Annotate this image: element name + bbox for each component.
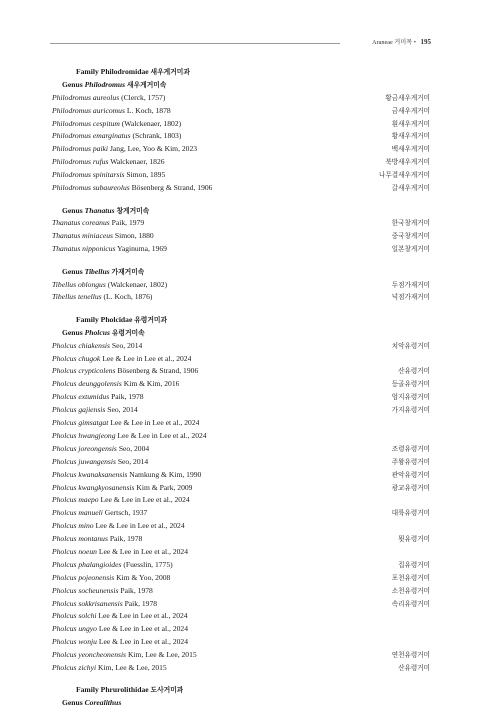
genus-label: Genus	[62, 327, 83, 337]
species-author: Jang, Lee, Yoo & Kim, 2023	[109, 144, 198, 154]
species-entry	[52, 391, 144, 404]
species-entry	[52, 533, 142, 546]
species-author: Lee & Lee in Lee et al., 2024	[102, 353, 192, 363]
species-entry	[52, 598, 157, 611]
species-korean-name: 산유령거미	[398, 367, 430, 376]
running-head	[372, 37, 431, 46]
species-entry	[52, 559, 173, 572]
family-korean-name: 유령거미과	[134, 315, 168, 324]
family-name: Family Pholcidae	[76, 314, 133, 324]
species-row	[52, 533, 430, 546]
species-entry	[52, 430, 207, 443]
species-korean-name: 광교유령거미	[391, 483, 430, 492]
species-entry	[52, 443, 149, 456]
species-author: Kim & Park, 2009	[136, 482, 193, 492]
species-row	[52, 279, 430, 292]
genus-heading	[52, 205, 430, 218]
species-author: Lee & Lee in Lee et al., 2024	[98, 546, 189, 556]
species-entry	[52, 217, 144, 230]
species-author: (Walckenaer, 1802)	[107, 279, 168, 289]
species-entry	[52, 469, 201, 482]
genus-title	[52, 327, 145, 340]
species-entry	[52, 662, 167, 675]
species-entry	[52, 585, 153, 598]
species-name: Philodromus rufus	[52, 157, 109, 167]
species-korean-name: 치악유령거미	[391, 341, 430, 350]
genus-korean-name: 새우게거미속	[127, 80, 167, 89]
species-author: Seo, 2014	[117, 456, 149, 466]
species-entry	[52, 130, 181, 143]
species-name: Philodromus aureolus	[52, 92, 120, 102]
family-title	[52, 66, 190, 79]
species-name: Philodromus cespitum	[52, 118, 120, 128]
species-author: Gertsch, 1937	[104, 508, 148, 518]
species-korean-name: 가지유령거미	[391, 406, 430, 415]
species-korean-name: 엄지유령거미	[391, 393, 430, 402]
genus-korean-name: 가재거미속	[111, 267, 145, 276]
genus-name: Thanatus	[84, 205, 115, 215]
genus-name: Tibellus	[84, 266, 110, 276]
page-number: 195	[420, 38, 431, 46]
species-korean-name: 갈새우게거미	[391, 184, 430, 193]
species-name: Thanatus coreanus	[52, 218, 110, 228]
species-author: Seo, 2014	[107, 405, 138, 415]
species-author: Namkung & Kim, 1990	[129, 469, 202, 479]
species-name: Philodromus subaureolus	[52, 183, 130, 193]
genus-title	[52, 79, 166, 92]
genus-heading	[52, 266, 430, 279]
species-row	[52, 217, 430, 230]
species-korean-name: 한국창게거미	[391, 219, 430, 228]
species-row	[52, 243, 430, 256]
family-title	[52, 684, 183, 697]
species-name: Tibellus oblongus	[52, 279, 106, 289]
family-name: Family Phrurolithidae	[76, 685, 149, 695]
species-author: Seo, 2014	[111, 340, 143, 350]
species-row	[52, 610, 430, 623]
species-entry	[52, 572, 170, 585]
species-author: Lee & Lee in Lee et al., 2024	[98, 624, 189, 634]
species-author: Kim & Kim, 2016	[123, 379, 180, 389]
species-row	[52, 182, 430, 195]
species-entry	[52, 417, 199, 430]
page-header	[50, 36, 431, 50]
genus-label: Genus	[62, 79, 83, 89]
species-name: Philodromus auricomus	[52, 105, 125, 115]
species-name: Pholcus zichyi	[52, 662, 97, 672]
species-korean-name: 소천유령거미	[391, 586, 430, 595]
genus-name: Philodromus	[84, 79, 126, 89]
species-row	[52, 169, 430, 182]
species-row	[52, 404, 430, 417]
species-name: Thanatus nipponicus	[52, 244, 116, 254]
taxonomy-list	[52, 66, 430, 710]
species-author: Simon, 1895	[126, 170, 166, 180]
species-korean-name: 등골유령거미	[391, 380, 430, 389]
species-row	[52, 365, 430, 378]
species-name: Pholcus montanus	[52, 534, 108, 544]
species-name: Pholcus sokkrisanensis	[52, 598, 123, 608]
species-row	[52, 482, 430, 495]
species-name: Philodromus spinitarsis	[52, 170, 125, 180]
family-korean-name: 도사거미과	[150, 686, 184, 695]
species-row	[52, 559, 430, 572]
species-row	[52, 105, 430, 118]
species-author: Kim, Lee & Lee, 2015	[127, 650, 197, 660]
species-author: Paik, 1978	[124, 598, 158, 608]
species-entry	[52, 92, 165, 105]
species-entry	[52, 546, 188, 559]
species-name: Thanatus miniaceus	[52, 231, 113, 241]
species-row	[52, 585, 430, 598]
species-row	[52, 391, 430, 404]
species-author: Bösenberg & Strand, 1906	[117, 366, 199, 376]
species-row	[52, 378, 430, 391]
species-name: Pholcus maepo	[52, 495, 99, 505]
species-row	[52, 649, 430, 662]
species-name: Philodromus paiki	[52, 144, 109, 154]
species-row	[52, 507, 430, 520]
section-gap	[52, 675, 430, 685]
species-korean-name: 주왕유령거미	[391, 457, 430, 466]
species-name: Pholcus yeoncheonensis	[52, 650, 127, 660]
species-row	[52, 156, 430, 169]
genus-heading	[52, 79, 430, 92]
species-row	[52, 546, 430, 559]
species-author: (L. Koch, 1876)	[103, 292, 153, 302]
species-author: (Schrank, 1803)	[132, 131, 182, 141]
species-name: Pholcus kwangkyosanensis	[52, 482, 135, 492]
section-gap	[52, 256, 430, 266]
family-title	[52, 314, 167, 327]
species-name: Pholcus mino	[52, 521, 94, 531]
species-name: Pholcus hwangjeong	[52, 430, 116, 440]
genus-korean-name: 유령거미속	[111, 328, 145, 337]
species-entry	[52, 378, 179, 391]
species-author: Lee & Lee in Lee et al., 2024	[110, 418, 200, 428]
species-author: Kim & Yoo, 2008	[116, 572, 171, 582]
species-row	[52, 118, 430, 131]
family-korean-name: 새우게거미과	[150, 68, 190, 76]
species-entry	[52, 456, 148, 469]
family-heading	[52, 314, 430, 327]
species-name: Pholcus phalangioides	[52, 559, 122, 569]
genus-label: Genus	[62, 698, 83, 708]
species-name: Pholcus manueli	[52, 508, 103, 518]
species-author: (Walckenaer, 1802)	[121, 118, 182, 128]
species-korean-name: 일본창게거미	[391, 245, 430, 254]
species-name: Pholcus chugok	[52, 353, 101, 363]
species-name: Pholcus ungyo	[52, 624, 97, 634]
species-entry	[52, 353, 191, 366]
genus-title	[52, 205, 149, 218]
species-entry	[52, 182, 212, 195]
species-entry	[52, 291, 152, 304]
genus-heading	[52, 327, 430, 340]
species-row	[52, 443, 430, 456]
species-row	[52, 130, 430, 143]
species-author: Paik, 1978	[111, 392, 144, 402]
species-author: Paik, 1978	[109, 534, 143, 544]
species-entry	[52, 243, 167, 256]
species-author: Bösenberg & Strand, 1906	[131, 183, 213, 193]
species-author: Lee & Lee in Lee et al., 2024	[98, 637, 189, 647]
species-row	[52, 456, 430, 469]
species-entry	[52, 105, 171, 118]
species-row	[52, 92, 430, 105]
species-korean-name: 연천유령거미	[391, 651, 430, 660]
species-name: Pholcus socheunensis	[52, 585, 119, 595]
species-korean-name: 집유령거미	[398, 560, 430, 569]
species-name: Pholcus juwangensis	[52, 456, 116, 466]
species-row	[52, 598, 430, 611]
species-row	[52, 230, 430, 243]
species-entry	[52, 169, 165, 182]
running-title: Araneae 거미목	[372, 39, 413, 46]
species-name: Philodromus emarginatus	[52, 131, 131, 141]
species-row	[52, 430, 430, 443]
species-entry	[52, 279, 167, 292]
species-entry	[52, 494, 190, 507]
species-author: Simon, 1880	[114, 231, 154, 241]
species-name: Pholcus kwanaksanensis	[52, 469, 128, 479]
species-author: (Fuesslin, 1775)	[123, 559, 173, 569]
species-korean-name: 관악유령거미	[391, 470, 430, 479]
species-name: Pholcus deunggolensis	[52, 379, 122, 389]
species-name: Pholcus wonju	[52, 637, 97, 647]
species-row	[52, 520, 430, 533]
species-entry	[52, 230, 154, 243]
section-gap	[52, 195, 430, 205]
species-korean-name: 황금새우게거미	[385, 93, 430, 102]
species-korean-name: 흰새우게거미	[391, 119, 430, 128]
genus-name: Pholcus	[84, 327, 110, 337]
species-name: Tibellus tenellus	[52, 292, 102, 302]
species-row	[52, 417, 430, 430]
species-name: Pholcus joreongensis	[52, 443, 117, 453]
family-name: Family Philodromidae	[76, 67, 149, 76]
species-author: Yaginuma, 1969	[117, 244, 167, 254]
species-author: (Clerck, 1757)	[121, 92, 166, 102]
species-author: Paik, 1979	[111, 218, 145, 228]
species-korean-name: 황새우게거미	[391, 132, 430, 141]
genus-title	[52, 266, 144, 279]
species-entry	[52, 404, 138, 417]
species-row	[52, 662, 430, 675]
genus-label: Genus	[62, 266, 83, 276]
species-row	[52, 494, 430, 507]
species-korean-name: 금새우게거미	[391, 106, 430, 115]
species-row	[52, 340, 430, 353]
species-author: Lee & Lee in Lee et al., 2024	[95, 521, 185, 531]
species-korean-name: 두점가재거미	[391, 280, 430, 289]
header-rule	[50, 43, 340, 44]
species-korean-name: 대륙유령거미	[391, 509, 430, 518]
species-korean-name: 중국창게거미	[391, 232, 430, 241]
species-korean-name: 조령유령거미	[391, 444, 430, 453]
family-heading	[52, 66, 430, 79]
species-row	[52, 469, 430, 482]
species-author: Lee & Lee in Lee et al., 2024	[98, 611, 188, 621]
header-bullet: •	[413, 39, 416, 46]
species-name: Pholcus chiakensis	[52, 340, 110, 350]
species-korean-name: 묏유령거미	[398, 535, 430, 544]
species-entry	[52, 365, 198, 378]
genus-title	[52, 697, 121, 710]
species-korean-name: 나무결새우게거미	[379, 171, 430, 180]
species-row	[52, 636, 430, 649]
species-row	[52, 572, 430, 585]
species-entry	[52, 482, 192, 495]
species-korean-name: 포천유령거미	[391, 573, 430, 582]
species-entry	[52, 156, 165, 169]
species-name: Pholcus gajiensis	[52, 405, 106, 415]
species-korean-name: 백새우게거미	[391, 145, 430, 154]
species-row	[52, 143, 430, 156]
species-korean-name: 북방새우게거미	[385, 158, 430, 167]
species-author: Lee & Lee in Lee et al., 2024	[100, 495, 190, 505]
species-name: Pholcus solchi	[52, 611, 97, 621]
species-entry	[52, 118, 181, 131]
species-name: Pholcus gimsatgat	[52, 418, 109, 428]
species-entry	[52, 649, 197, 662]
species-name: Pholcus noeun	[52, 546, 97, 556]
species-author: Seo, 2004	[118, 443, 150, 453]
species-row	[52, 623, 430, 636]
species-name: Pholcus crypticolens	[52, 366, 116, 376]
species-entry	[52, 143, 197, 156]
species-author: Paik, 1978	[120, 585, 153, 595]
species-author: Walckenaer, 1826	[110, 157, 165, 167]
species-author: L. Koch, 1878	[126, 105, 171, 115]
species-korean-name: 산유령거미	[398, 663, 430, 672]
genus-name: Corealithus	[84, 698, 122, 708]
species-name: Pholcus pojeonensis	[52, 572, 115, 582]
genus-label: Genus	[62, 205, 83, 215]
family-heading	[52, 684, 430, 697]
genus-korean-name: 창게거미속	[116, 206, 150, 215]
species-entry	[52, 610, 188, 623]
species-entry	[52, 340, 142, 353]
species-author: Kim, Lee & Lee, 2015	[97, 662, 167, 672]
genus-heading	[52, 697, 430, 710]
species-entry	[52, 507, 147, 520]
species-author: Lee & Lee in Lee et al., 2024	[117, 430, 207, 440]
species-korean-name: 속리유령거미	[391, 599, 430, 608]
species-entry	[52, 623, 188, 636]
section-gap	[52, 304, 430, 314]
species-entry	[52, 636, 188, 649]
species-entry	[52, 520, 185, 533]
species-row	[52, 353, 430, 366]
species-name: Pholcus extumidus	[52, 392, 110, 402]
species-korean-name: 넉점가재거미	[391, 293, 430, 302]
species-row	[52, 291, 430, 304]
